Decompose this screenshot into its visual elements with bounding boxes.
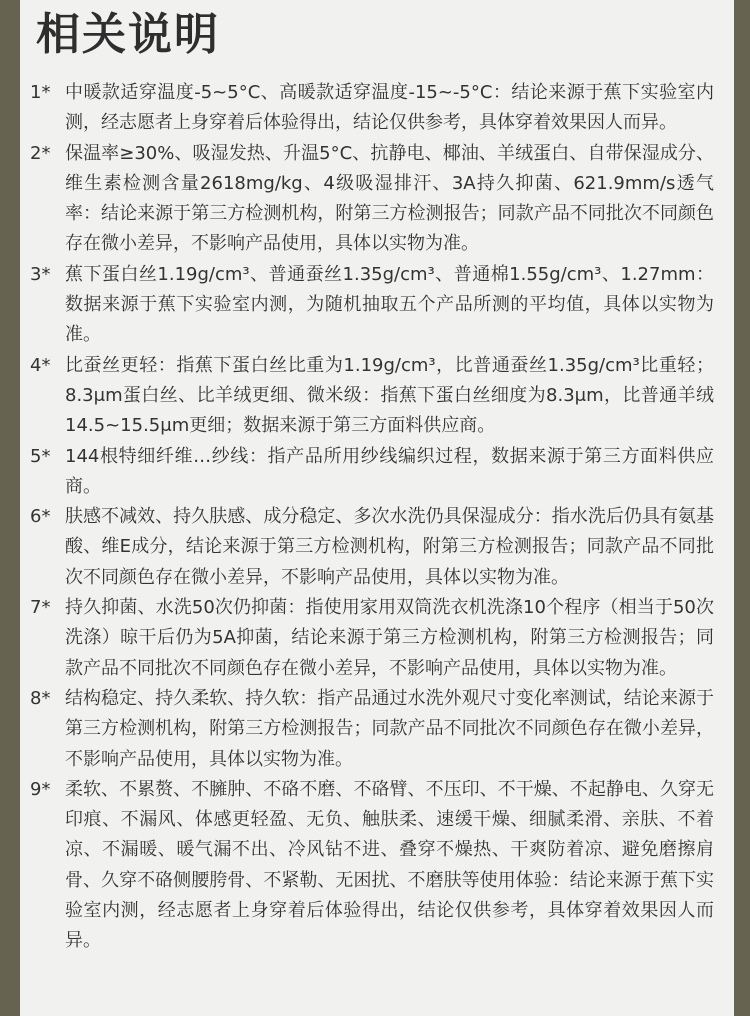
note-item-1 [30,78,714,139]
note-item-3 [30,260,714,351]
note-item-8 [30,684,714,775]
note-text: 144根特细纤维…纱线：指产品所用纱线编织过程，数据来源于第三方面料供应商。 [65,445,714,497]
note-number: 4* [30,354,51,376]
notes-panel [20,0,734,1016]
note-text: 比蚕丝更轻：指蕉下蛋白丝比重为1.19g/cm³，比普通蚕丝1.35g/cm³比重轻；8.3μm蛋白丝、比羊绒更细、微米级：指蕉下蛋白丝细度为8.3μm，比普通羊绒14.5~15.5μm更细；数据来源于第三方面料供应商。 [65,354,714,437]
note-number: 3* [30,263,51,285]
note-text: 蕉下蛋白丝1.19g/cm³、普通蚕丝1.35g/cm³、普通棉1.55g/cm³、1.27mm：数据来源于蕉下实验室内测，为随机抽取五个产品所测的平均值，具体以实物为准。 [65,263,714,346]
note-number: 8* [30,687,51,709]
page-title: 相关说明 [36,9,220,60]
note-text: 肤感不减效、持久肤感、成分稳定、多次水洗仍具保湿成分：指水洗后仍具有氨基酸、维E成分，结论来源于第三方检测机构，附第三方检测报告；同款产品不同批次不同颜色存在微小差异，不影响产品使用，具体以实物为准。 [65,506,714,588]
note-number: 5* [30,445,51,467]
note-number: 7* [30,597,51,619]
note-item-7 [30,593,714,684]
note-text: 中暖款适穿温度-5~5°C、高暖款适穿温度-15~-5°C：结论来源于蕉下实验室内测，经志愿者上身穿着后体验得出，结论仅供参考，具体穿着效果因人而异。 [65,82,714,134]
note-item-6 [30,502,714,593]
notes-list [30,78,714,957]
note-text: 持久抑菌、水洗50次仍抑菌：指使用家用双筒洗衣机洗涤10个程序（相当于50次洗涤）晾干后仍为5A抑菌，结论来源于第三方检测机构，附第三方检测报告；同款产品不同批次不同颜色存在微小差异，不影响产品使用，具体以实物为准。 [65,597,714,679]
note-number: 2* [30,142,51,164]
note-text: 结构稳定、持久柔软、持久软：指产品通过水洗外观尺寸变化率测试，结论来源于第三方检测机构，附第三方检测报告；同款产品不同批次不同颜色存在微小差异，不影响产品使用，具体以实物为准。 [65,687,714,770]
note-item-2 [30,139,714,260]
note-item-5 [30,442,714,503]
note-item-4 [30,351,714,442]
note-text: 柔软、不累赘、不臃肿、不硌不磨、不硌臂、不压印、不干燥、不起静电、久穿无印痕、不漏风、体感更轻盈、无负、触肤柔、速缓干燥、细腻柔滑、亲肤、不着凉、不漏暖、暖气漏不出、冷风钻不进、叠穿不燥热、干爽防着凉、避免磨擦肩骨、久穿不硌侧腰胯骨、不紧勒、无困扰、不磨肤等使用体验：结论来源于蕉下实验室内测，经志愿者上身穿着后体验得出，结论仅供参考，具体穿着效果因人而异。 [65,778,714,952]
note-number: 1* [30,82,51,103]
note-number: 9* [30,778,51,800]
note-text: 保温率≥30%、吸湿发热、升温5°C、抗静电、椰油、羊绒蛋白、自带保湿成分、维生素检测含量2618mg/kg、4级吸湿排汗、3A持久抑菌、621.9mm/s透气率：结论来源于第三方检测机构，附第三方检测报告；同款产品不同批次不同颜色存在微小差异，不影响产品使用，具体以实物为准。 [65,142,714,255]
note-number: 6* [30,506,51,528]
note-item-9 [30,775,714,957]
